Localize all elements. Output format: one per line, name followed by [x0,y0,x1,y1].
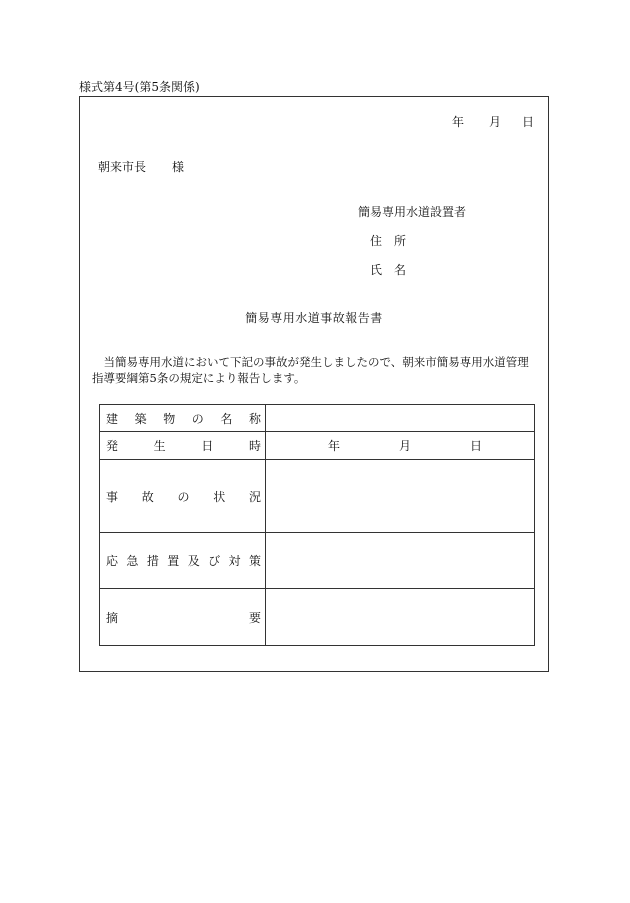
applicant-name-label: 氏 名 [370,263,407,277]
addressee-name: 朝来市長 [98,160,147,174]
date-year-label: 年 [452,115,465,129]
table-row [100,460,535,533]
table-row [100,432,535,460]
date-day-label: 日 [522,115,535,129]
date-month-label: 月 [489,115,502,129]
occurrence-month-label: 月 [398,439,411,453]
table-row [100,589,535,646]
building-name-label: 建築物の名称 [100,405,266,432]
addressee-honorific: 様 [172,160,185,174]
emergency-measures-label: 応急措置及び対策 [100,533,266,589]
occurrence-year-label: 年 [328,439,341,453]
report-body-text: 当簡易専用水道において下記の事故が発生しましたので、朝来市簡易専用水道管理指導要綱第5条の規定により報告します。 [92,355,529,385]
emergency-measures-field[interactable] [266,533,535,589]
addressee [98,160,184,174]
table-row [100,405,535,432]
occurrence-datetime-field[interactable] [266,432,535,460]
applicant-address-label: 住 所 [370,234,407,248]
report-table [99,404,535,646]
table-row [100,533,535,589]
occurrence-datetime-label: 発生日時 [100,432,266,460]
building-name-field[interactable] [266,405,535,432]
occurrence-day-label: 日 [469,439,482,453]
accident-situation-label: 事故の状況 [100,460,266,533]
remarks-label: 摘要 [100,589,266,646]
applicant-title: 簡易専用水道設置者 [358,205,467,219]
remarks-field[interactable] [266,589,535,646]
occurrence-date-units [266,437,534,454]
accident-situation-field[interactable] [266,460,535,533]
form-number: 様式第4号(第5条関係) [79,80,200,94]
report-form-frame [79,96,549,672]
document-title: 簡易専用水道事故報告書 [245,311,383,325]
